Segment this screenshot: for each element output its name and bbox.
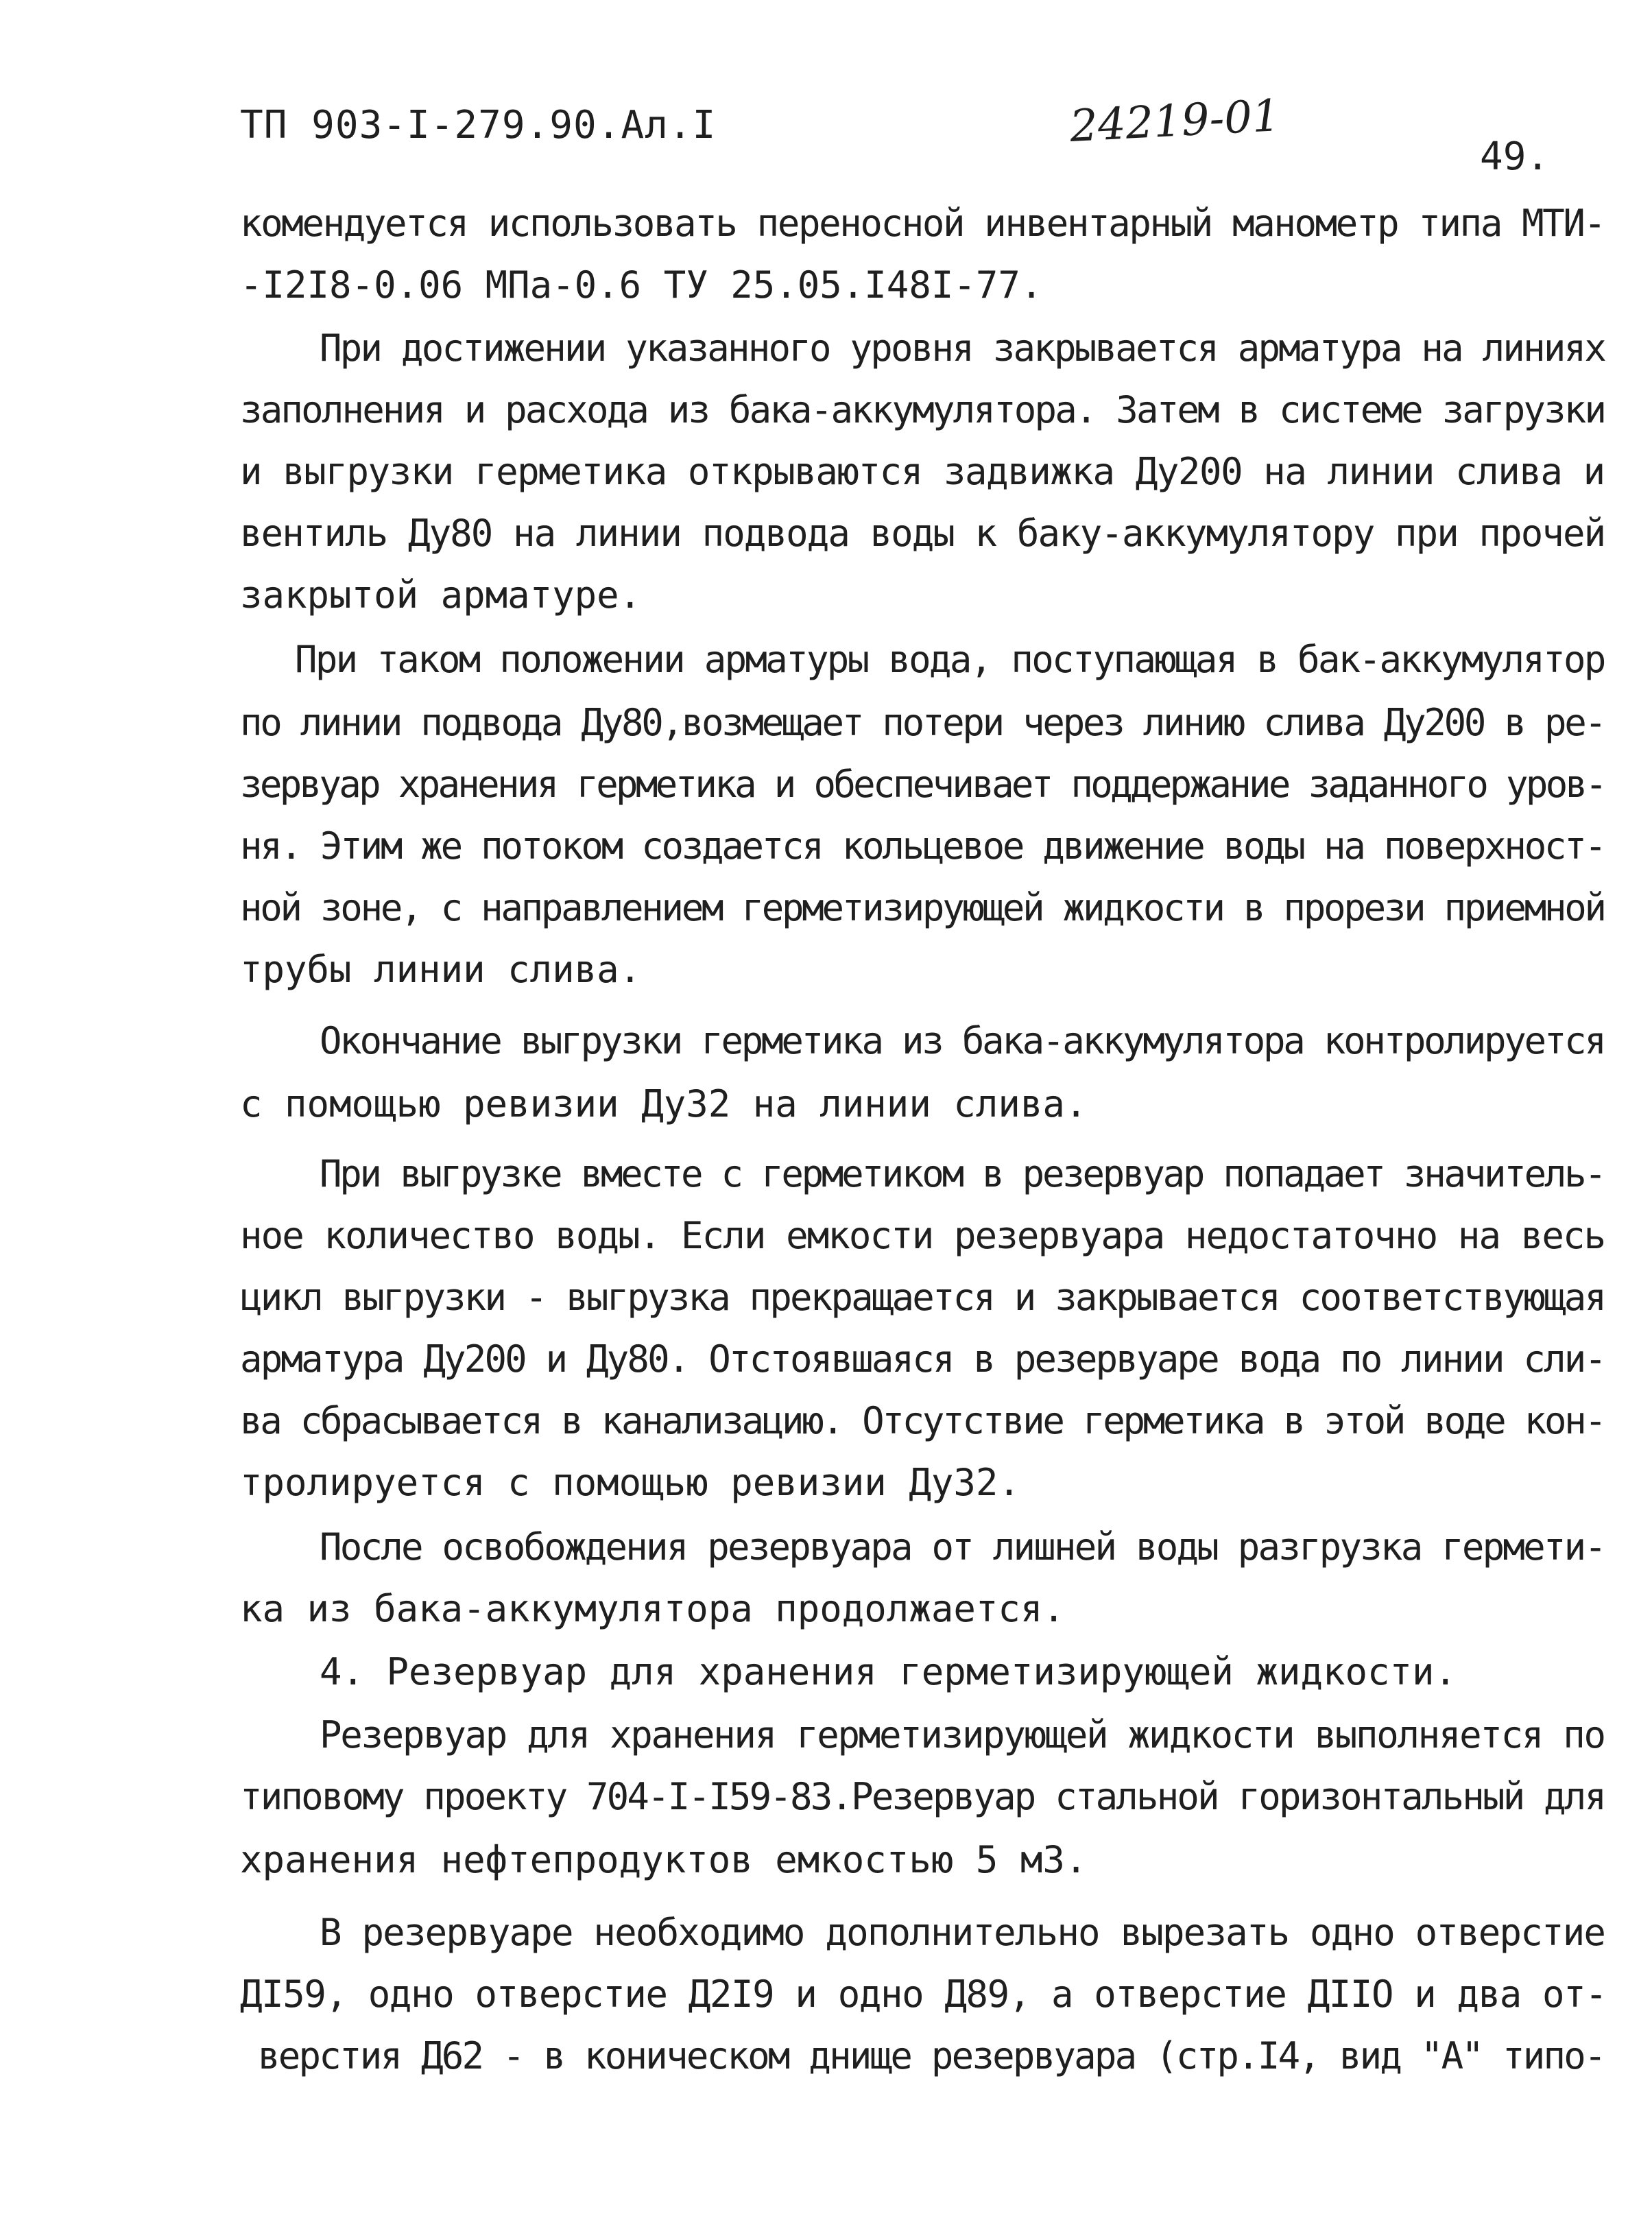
text-line: При достижении указанного уровня закрывается арматура на линиях bbox=[320, 326, 1605, 370]
handwritten-archive-number: 24219-01 bbox=[1068, 91, 1282, 152]
text-line: ДI59, одно отверстие Д2I9 и одно Д89, а отверстие ДIIО и два от- bbox=[240, 1973, 1607, 2016]
text-line: вентиль Ду80 на линии подвода воды к баку-аккумулятору при прочей bbox=[240, 512, 1605, 555]
text-line: комендуется использовать переносной инвентарный манометр типа МТИ- bbox=[240, 202, 1605, 245]
text-line: верстия Д62 - в коническом днище резервуара (стр.I4, вид "А" типо- bbox=[258, 2034, 1605, 2077]
text-line: арматура Ду200 и Ду80. Отстоявшаяся в резервуаре вода по линии сли- bbox=[240, 1337, 1605, 1381]
text-line: закрытой арматуре. bbox=[240, 573, 642, 617]
text-line: типовому проекту 704-I-I59-83.Резервуар стальной горизонтальный для bbox=[240, 1775, 1605, 1818]
text-line: и выгрузки герметика открываются задвижка Ду200 на линии слива и bbox=[240, 450, 1605, 493]
text-line: зервуар хранения герметика и обеспечивает поддержание заданного уров- bbox=[240, 763, 1605, 806]
text-line: по линии подвода Ду80,возмещает потери через линию слива Ду200 в ре- bbox=[240, 701, 1605, 744]
text-line: В резервуаре необходимо дополнительно вырезать одно отверстие bbox=[320, 1911, 1605, 1954]
text-line: ва сбрасывается в канализацию. Отсутствие герметика в этой воде кон- bbox=[240, 1399, 1605, 1442]
document-code: ТП 903-I-279.90.Ал.I bbox=[240, 103, 717, 147]
text-line: При таком положении арматуры вода, поступающая в бак-аккумулятор bbox=[295, 638, 1605, 681]
text-line: хранения нефтепродуктов емкостью 5 м3. bbox=[240, 1838, 1088, 1881]
text-line: трубы линии слива. bbox=[240, 948, 642, 991]
text-line: ной зоне, с направлением герметизирующей жидкости в прорези приемной bbox=[240, 886, 1605, 929]
text-line: После освобождения резервуара от лишней воды разгрузка гермети- bbox=[320, 1525, 1605, 1569]
text-line: заполнения и расхода из бака-аккумулятора. Затем в системе загрузки bbox=[240, 388, 1605, 431]
text-line: -I2I8-0.06 МПа-0.6 ТУ 25.05.I48I-77. bbox=[240, 263, 1043, 307]
text-line: тролируется с помощью ревизии Ду32. bbox=[240, 1461, 1020, 1504]
text-line: с помощью ревизии Ду32 на линии слива. bbox=[240, 1082, 1088, 1125]
text-line: Окончание выгрузки герметика из бака-аккумулятора контролируется bbox=[320, 1019, 1605, 1062]
page-number: 49. bbox=[1480, 134, 1550, 179]
text-line: ня. Этим же потоком создается кольцевое движение воды на поверхност- bbox=[240, 824, 1605, 868]
section-heading: 4. Резервуар для хранения герметизирующей жидкости. bbox=[320, 1650, 1457, 1693]
text-line: При выгрузке вместе с герметиком в резервуар попадает значитель- bbox=[320, 1152, 1605, 1195]
text-line: цикл выгрузки - выгрузка прекращается и закрывается соответствующая bbox=[240, 1276, 1605, 1319]
text-line: Резервуар для хранения герметизирующей жидкости выполняется по bbox=[320, 1713, 1605, 1756]
text-line: ка из бака-аккумулятора продолжается. bbox=[240, 1587, 1065, 1630]
text-line: ное количество воды. Если емкости резервуара недостаточно на весь bbox=[240, 1214, 1605, 1257]
